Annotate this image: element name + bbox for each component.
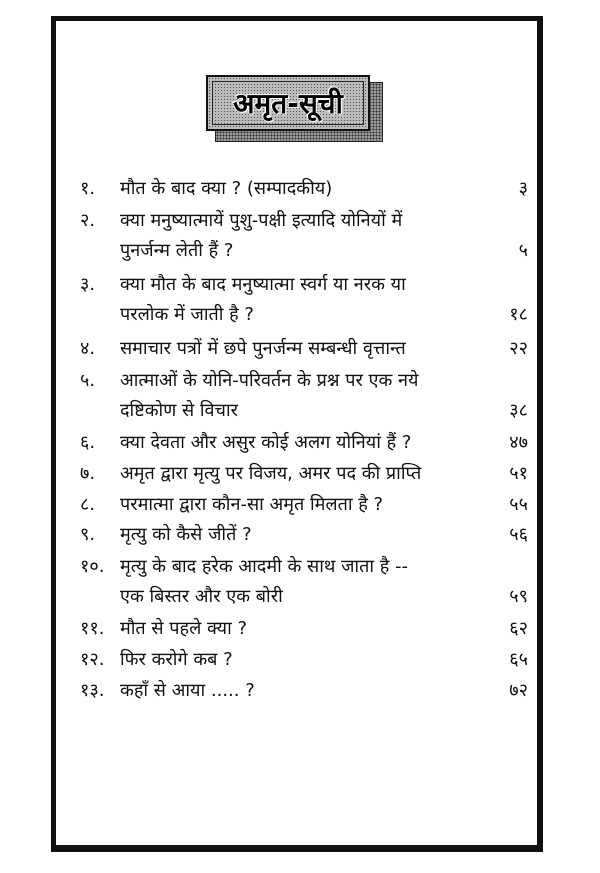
entry-page: ५१ bbox=[509, 463, 528, 484]
entry-page: ३८ bbox=[509, 400, 528, 421]
entry-number: १३. bbox=[80, 680, 105, 701]
entry-number: १२. bbox=[80, 649, 105, 670]
entry-page: १८ bbox=[509, 304, 528, 325]
entry-title: आत्माओं के योनि-परिवर्तन के प्रश्न पर एक नये bbox=[120, 370, 419, 391]
entry-page: ५५ bbox=[509, 494, 528, 515]
entry-number: ६. bbox=[80, 432, 96, 453]
entry-number: १. bbox=[80, 178, 96, 199]
entry-title: मृत्यु के बाद हरेक आदमी के साथ जाता है -- bbox=[120, 556, 409, 577]
page-title: अमृत-सूची bbox=[233, 87, 343, 120]
entry-page: ४७ bbox=[509, 432, 528, 453]
entry-title: क्या मनुष्यात्मायें पुशु-पक्षी इत्यादि योनियों में bbox=[120, 210, 403, 231]
entry-number: २. bbox=[80, 210, 96, 231]
entry-number: ४. bbox=[80, 338, 96, 359]
entry-title: अमृत द्वारा मृत्यु पर विजय, अमर पद की प्राप्ति bbox=[120, 463, 422, 484]
entry-title: समाचार पत्रों में छपे पुनर्जन्म सम्बन्धी वृत्तान्त bbox=[120, 338, 406, 359]
entry-page: ६२ bbox=[509, 618, 528, 639]
entry-title-continued: दष्टिकोण से विचार bbox=[120, 400, 238, 421]
entry-page: ६५ bbox=[509, 649, 528, 670]
entry-title-continued: पुनर्जन्म लेती हैं ? bbox=[120, 240, 234, 261]
entry-page: ३ bbox=[518, 178, 528, 199]
entry-number: ५. bbox=[80, 370, 96, 391]
entry-page: ५९ bbox=[509, 586, 528, 607]
entry-page: ७२ bbox=[509, 680, 528, 701]
entry-title: क्या मौत के बाद मनुष्यात्मा स्वर्ग या नरक या bbox=[120, 274, 406, 295]
entry-title: परमात्मा द्वारा कौन-सा अमृत मिलता है ? bbox=[120, 494, 384, 515]
entry-title: मौत से पहले क्या ? bbox=[120, 618, 248, 639]
entry-page: ५ bbox=[518, 240, 528, 261]
entry-page: ५६ bbox=[509, 524, 528, 545]
entry-number: ९. bbox=[80, 524, 96, 545]
entry-title-continued: परलोक में जाती है ? bbox=[120, 304, 254, 325]
entry-title: कहाँ से आया ..... ? bbox=[120, 680, 255, 701]
entry-number: १०. bbox=[80, 556, 105, 577]
entry-number: ७. bbox=[80, 463, 96, 484]
entry-number: ११. bbox=[80, 618, 105, 639]
entry-title: मृत्यु को कैसे जीतें ? bbox=[120, 524, 252, 545]
entry-number: ८. bbox=[80, 494, 96, 515]
entry-number: ३. bbox=[80, 274, 96, 295]
entry-title-continued: एक बिस्तर और एक बोरी bbox=[120, 586, 283, 607]
entry-title: फिर करोगे कब ? bbox=[120, 649, 233, 670]
entry-page: २२ bbox=[509, 338, 528, 359]
entry-title: क्या देवता और असुर कोई अलग योनियां हैं ? bbox=[120, 432, 412, 453]
entry-title: मौत के बाद क्या ? (सम्पादकीय) bbox=[120, 178, 333, 199]
